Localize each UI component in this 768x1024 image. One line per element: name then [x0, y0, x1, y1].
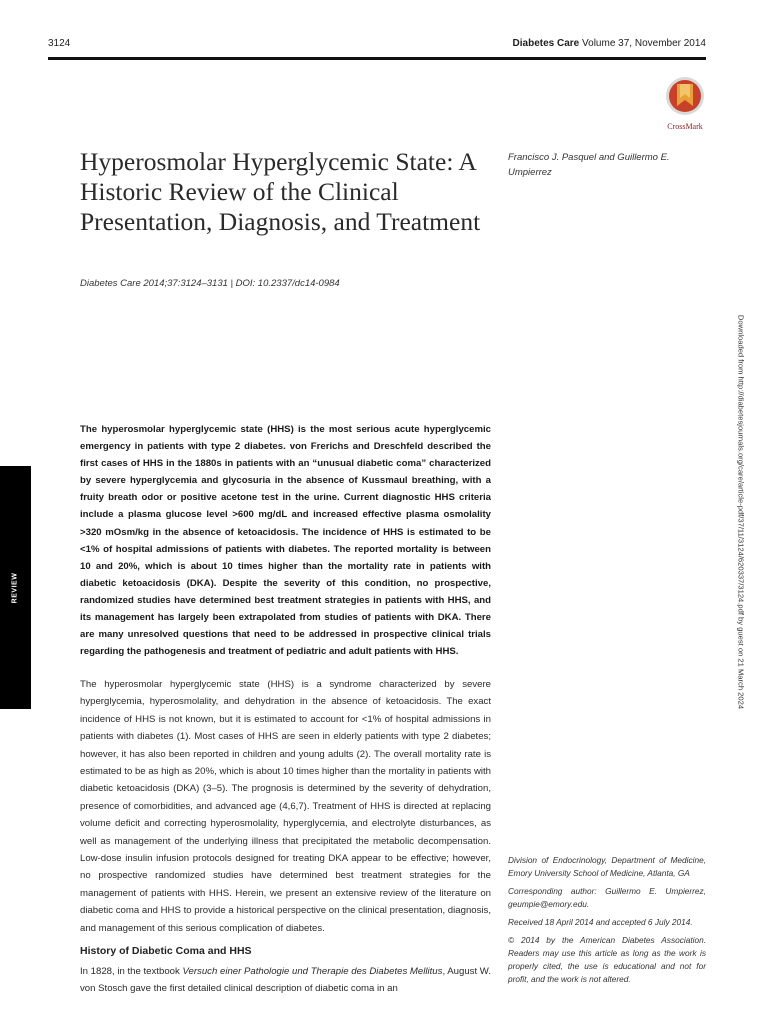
article-authors: Francisco J. Pasquel and Guillermo E. Umpierrez — [508, 152, 670, 178]
abstract: The hyperosmolar hyperglycemic state (HHS) is the most serious acute hyperglycemic emergency in patients with type 2 diabetes. von Frerichs and Dreschfeld described the first cases of HHS in the 1880s in patients with an “unusual diabetic coma” characterized by severe hyperglycemia and glycosuria in the absence of Kussmaul breathing, with a fruity breath odor or positive acetone test in the urine. Current diagnostic HHS criteria include a plasma glucose level >600 mg/dL and increased effective plasma osmolality >320 mOsm/kg in the absence of ketoacidosis. The incidence of HHS is estimated to be <1% of hospital admissions of patients with diabetes. The reported mortality is between 10 and 20%, which is about 10 times higher than the mortality rate in patients with diabetic ketoacidosis (DKA). Despite the severity of this condition, no prospective, randomized studies have determined best treatment strategies in patients with HHS, and its management has largely been extrapolated from studies of patients with DKA. There are many unresolved questions that need to be addressed in prospective clinical trials regarding the pathogenesis and treatment of pediatric and adult patients with HHS. — [80, 424, 491, 658]
sidebar-notes — [508, 854, 706, 991]
crossmark-badge[interactable] — [660, 76, 710, 131]
journal-name: Diabetes Care — [512, 38, 580, 49]
download-note: Downloaded from http://diabetesjournals.org/care/article-pdf/37/11/3124/620337/3124.pdf by guest on 21 March 2024 — [736, 314, 746, 710]
article-title: Hyperosmolar Hyperglycemic State: A Historic Review of the Clinical Presentation, Diagnosis, and Treatment — [80, 147, 481, 236]
journal-issue: Volume 37, November 2014 — [582, 38, 706, 49]
section-text-after: , August W. von Stosch gave the first detailed clinical description of diabetic coma in an — [80, 966, 491, 995]
received-note: Received 18 April 2014 and accepted 6 July 2014. — [508, 917, 693, 927]
crossmark-label: CrossMark — [667, 122, 703, 131]
copyright-note: © 2014 by the American Diabetes Association. Readers may use this article as long as the work is properly cited, the use is educational and not for profit, and the work is not altered. — [508, 935, 706, 984]
header-rule — [48, 57, 706, 60]
section-book-title: Versuch einer Pathologie und Therapie des Diabetes Mellitus — [182, 966, 443, 977]
corresponding-note: Corresponding author: Guillermo E. Umpierrez, geumpie@emory.edu. — [508, 886, 706, 909]
intro-paragraph: The hyperosmolar hyperglycemic state (HHS) is a syndrome characterized by severe hyperglycemia, hyperosmolality, and dehydration in the absence of ketoacidosis. The exact incidence of HHS is not known, but it is estimated to account for <1% of hospital admissions in patients with diabetes (1). Most cases of HHS are seen in elderly patients with type 2 diabetes; however, it has also been reported in children and young adults (2). The overall mortality rate is estimated to be as high as 20%, which is about 10 times higher than the mortality in patients with diabetic ketoacidosis (DKA) (3–5). The prognosis is determined by the severity of dehydration, presence of comorbidities, and advanced age (4,6,7). Treatment of HHS is directed at replacing volume deficit and correcting hyperosmolality, hyperglycemia, and electrolyte disturbances, as well as management of the underlying illness that precipitated the metabolic decompensation. Low-dose insulin infusion protocols designed for treating DKA appear to be effective; however, no prospective randomized studies have determined best treatment strategies for the management of patients with HHS. Herein, we present an extensive review of the literature on diabetic coma and HHS to provide a historical perspective on the clinical presentation, diagnosis, and management of this serious complication of diabetes. — [80, 679, 491, 934]
article-citation: Diabetes Care 2014;37:3124–3131 | DOI: 10.2337/dc14-0984 — [80, 278, 340, 289]
affiliation-note: Division of Endocrinology, Department of Medicine, Emory University School of Medicine, Atlanta, GA — [508, 855, 706, 878]
section-text-before: In 1828, in the textbook — [80, 966, 183, 977]
journal-header — [513, 38, 706, 49]
review-side-tab-label: REVIEW — [11, 572, 19, 604]
crossmark-icon — [665, 76, 705, 116]
section-heading: History of Diabetic Coma and HHS — [80, 945, 252, 957]
page-number: 3124 — [48, 38, 71, 49]
section-paragraph — [80, 963, 491, 998]
